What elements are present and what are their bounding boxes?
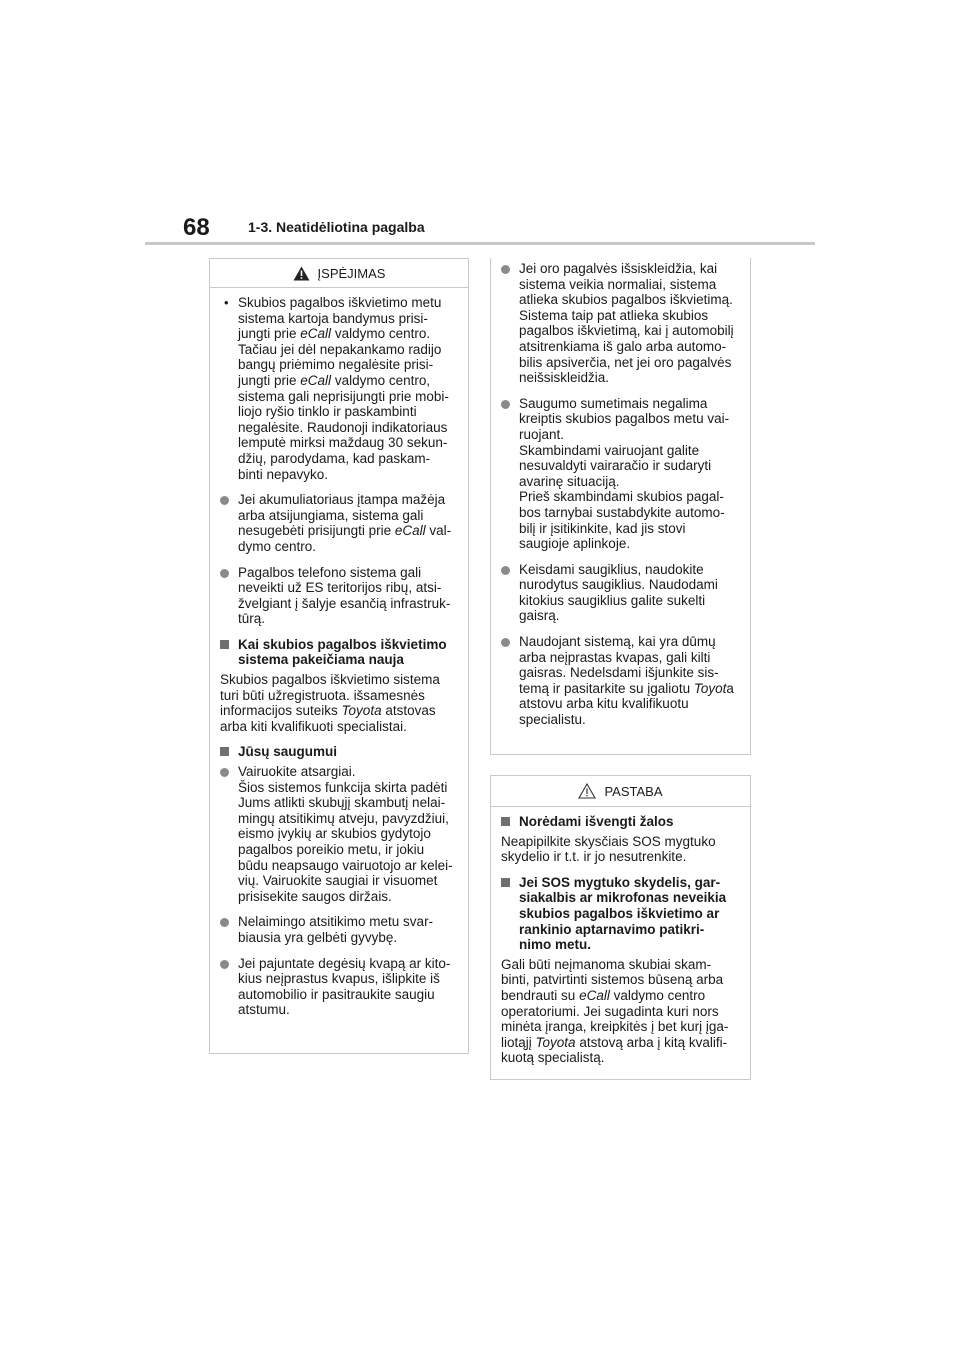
bullet-dot-icon: • [224,295,229,310]
note-subheading: Norėdami išvengti žalos [501,814,740,830]
warning-item: Vairuokite atsargiai. Šios sistemos funkcija skirta padėti Jums atlikti skubųjį skambutį nelai- mingų atsitikimų atveju, pavyzdžiui, eismo įvykių ar skubios gydytojo pagalbos poreikio metu, ir jokiu būdu neapsaugo vairuotojo ar kelei- vių. Vairuokite saugiai ir visuomet prisisekite saugos diržais. [220,764,458,904]
note-header [491,776,750,807]
warning-continued-box [490,258,751,755]
note-paragraph: Gali būti neįmanoma skubiai skam- binti, patvirtinti sistemos būseną arba bendrauti su eCall valdymo centro operatoriumi. Jei sugadinta kuri nors minėta įranga, kreipkitės į bet kurį įga- liotąjį Toyota atstovą arba į kitą kvalifi- kuotą specialistą. [501,956,729,1066]
circle-bullet-icon [501,638,510,647]
warning-item: Keisdami saugiklius, naudokite nurodytus saugiklius. Naudodami kitokius saugiklius galite sukelti gaisrą. [501,562,740,624]
page-number: 68 [183,214,210,241]
circle-bullet-icon [501,566,510,575]
warning-item: Jei akumuliatoriaus įtampa mažėja arba atsijungiama, sistema gali nesugebėti prisijungti prie eCall val- dymo centro. [220,492,458,554]
circle-bullet-icon [220,960,229,969]
circle-bullet-icon [220,768,229,777]
note-title: PASTABA [604,783,663,799]
caution-triangle-icon [578,783,596,799]
warning-item: Saugumo sumetimais negalima kreiptis skubios pagalbos metu vai- ruojant. Skambindami vairuojant galite nesuvaldyti vairaračio ir sudaryti avarinę situaciją. Prieš skambindami skubios pagal- bos tarnybai sustabdykite automo- bilį ir įsitikinkite, kad jis stovi saugioje aplinkoje. [501,396,740,552]
warning-item: Jei pajuntate degėsių kvapą ar kito- kius neįprastus kvapus, išlipkite iš automobilio ir pasitraukite saugiu atstumu. [220,956,458,1018]
circle-bullet-icon [220,918,229,927]
warning-item: Jei oro pagalvės išsiskleidžia, kai sistema veikia normaliai, sistema atlieka skubios pagalbos iškvietimą. Sistema taip pat atlieka skubios pagalbos iškvietimą, kai į automobilį atsitrenkiama iš galo arba automo- bilis apsiverčia, net jei oro pagalvės neišsiskleidžia. [501,261,740,386]
warning-item: Nelaimingo atsitikimo metu svar- biausia yra gelbėti gyvybę. [220,914,458,945]
square-bullet-icon [501,817,510,826]
note-box [490,775,751,1080]
note-paragraph: Neapipilkite skysčiais SOS mygtuko skydelio ir t.t. ir jo nesutrenkite. [501,833,716,865]
warning-paragraph: Skubios pagalbos iškvietimo sistema turi būti užregistruota. išsamesnės informacijos suteiks Toyota atstovas arba kiti kvalifikuoti specialistai. [220,672,440,734]
section-title: 1-3. Neatidėliotina pagalba [248,219,425,235]
warning-subheading: Jūsų saugumui [220,744,458,760]
warning-item: • Skubios pagalbos iškvietimo metu sistema kartoja bandymus prisi- jungti prie eCall valdymo centro. Tačiau jei dėl nepakankamo radijo bangų priėmimo negalėsite prisi- jungti prie eCall valdymo centro, sistema gali neprisijungti prie mobi- liojo ryšio tinklo ir paskambinti negalėsite. Raudonoji indikatoriaus lemputė mirksi maždaug 30 sekun- džių, parodydama, kad paskam- binti nepavyko. [220,295,458,482]
square-bullet-icon [501,878,510,887]
warning-triangle-icon [293,266,310,281]
square-bullet-icon [220,747,229,756]
warning-item: Pagalbos telefono sistema gali neveikti už ES teritorijos ribų, atsi- žvelgiant į šalyje esančią infrastruk- tūrą. [220,565,458,627]
warning-header [210,259,468,288]
circle-bullet-icon [220,496,229,505]
warning-box [209,258,469,1054]
warning-title: ĮSPĖJIMAS [317,265,386,281]
note-subheading: Jei SOS mygtuko skydelis, gar- siakalbis ar mikrofonas neveikia skubios pagalbos iškvietimo ar rankinio aptarnavimo patikri- nimo metu. [501,875,740,953]
circle-bullet-icon [220,569,229,578]
circle-bullet-icon [501,400,510,409]
warning-subheading: Kai skubios pagalbos iškvietimo sistema pakeičiama nauja [220,637,458,668]
circle-bullet-icon [501,265,510,274]
square-bullet-icon [220,640,229,649]
warning-item: Naudojant sistemą, kai yra dūmų arba neįprastas kvapas, gali kilti gaisras. Nedelsdami išjunkite sis- temą ir pasitarkite su įgaliotu Toyota atstovu arba kitu kvalifikuotu specialistu. [501,634,740,728]
header-rule [145,242,815,245]
